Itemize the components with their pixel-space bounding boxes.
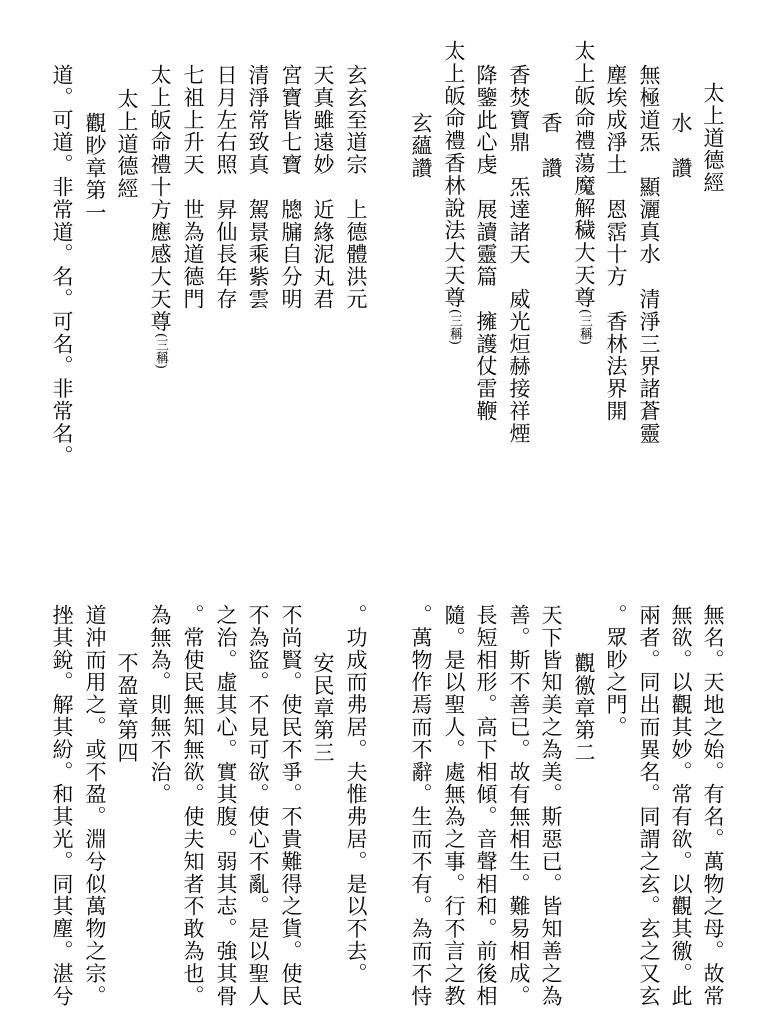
recitation-note: (三稱) <box>153 332 168 369</box>
text-column: 兩者。同出而異名。同謂之玄。玄之又玄 <box>637 604 661 1008</box>
text-column: 。眾眇之門。 <box>604 604 628 739</box>
text-column: 玄玄至道宗 上德體洪元 <box>344 64 368 311</box>
text-column: 宮寶皆七寶 牕牖自分明 <box>279 64 303 311</box>
text-column: 。常使民無知無欲。使夫知者不敢為也。 <box>181 604 205 1008</box>
text-column: 善。斯不善已。故有無相生。難易相成。 <box>507 604 531 1008</box>
text-column: 無欲。以觀其妙。常有欲。以觀其徼。此 <box>669 604 693 1008</box>
text-column: 隨。是以聖人。處無為之事。行不言之教 <box>442 604 466 1008</box>
text-column: 挫其銳。解其紛。和其光。同其塵。湛兮 <box>50 604 74 1008</box>
invocation-text: 太上皈命禮香林說法大天尊 <box>442 40 466 309</box>
scripture-title: 太上道德經 <box>701 82 725 194</box>
text-column: 無極道炁 顯灑真水 清淨三界諸蒼靈 <box>637 64 661 445</box>
text-column: 天下皆知美之為美。斯惡已。皆知善之為 <box>539 604 563 1008</box>
text-column: 不尚賢。使民不爭。不貴難得之貨。使民 <box>279 604 303 1008</box>
text-column: 為無為。則無不治。 <box>148 604 172 806</box>
text-column: 不為盜。不見可欲。使心不亂。是以聖人 <box>246 604 270 1008</box>
text-column: 天真雖遠妙 近緣泥丸君 <box>311 64 335 311</box>
text-column: 香焚寶鼎 炁達諸天 威光烜赫接祥煙 <box>507 64 531 445</box>
recitation-note: (三稱) <box>447 308 462 345</box>
text-column: 道沖而用之。或不盈。淵兮似萬物之宗。 <box>83 604 107 1008</box>
text-column: 無名。天地之始。有名。萬物之母。故常 <box>701 604 725 1008</box>
invocation-text: 太上皈命禮十方應感大天尊 <box>148 64 172 333</box>
text-column: 降鑒此心虔 展讀靈篇 擁護仗雷鞭 <box>474 64 498 423</box>
water-hymn-label: 水 讚 <box>669 112 693 180</box>
text-column: 之治。虛其心。實其腹。弱其志。強其骨 <box>214 604 238 1008</box>
text-column: 。功成而弗居。夫惟弗居。是以不去。 <box>344 604 368 985</box>
text-column <box>441 40 467 345</box>
text-column <box>147 64 173 369</box>
chapter-heading: 安民章第三 <box>311 652 335 764</box>
text-column: 日月左右照 昇仙長年存 <box>214 64 238 311</box>
text-column: 塵埃成淨土 恩霑十方 香林法界開 <box>604 64 628 423</box>
text-column: 道。可道。非常道。名。可名。非常名。 <box>50 64 74 468</box>
text-column <box>571 40 597 345</box>
chapter-heading: 觀徼章第二 <box>572 652 596 764</box>
scripture-title-repeat: 太上道德經 <box>115 88 139 200</box>
xuanyun-hymn-label: 玄蘊讚 <box>409 112 433 180</box>
text-column: 長短相形。高下相傾。音聲相和。前後相 <box>474 604 498 1008</box>
invocation-text: 太上皈命禮蕩魔解穢大天尊 <box>572 40 596 309</box>
chapter-heading: 觀眇章第一 <box>83 112 107 224</box>
text-column: 。萬物作焉而不辭。生而不有。為而不恃 <box>409 604 433 1008</box>
text-column: 七祖上升天 世為道德門 <box>181 64 205 311</box>
chapter-heading: 不盈章第四 <box>115 652 139 764</box>
recitation-note: (三稱) <box>577 308 592 345</box>
text-column: 清淨常致真 駕景乘紫雲 <box>246 64 270 311</box>
incense-hymn-label: 香 讚 <box>539 112 563 180</box>
